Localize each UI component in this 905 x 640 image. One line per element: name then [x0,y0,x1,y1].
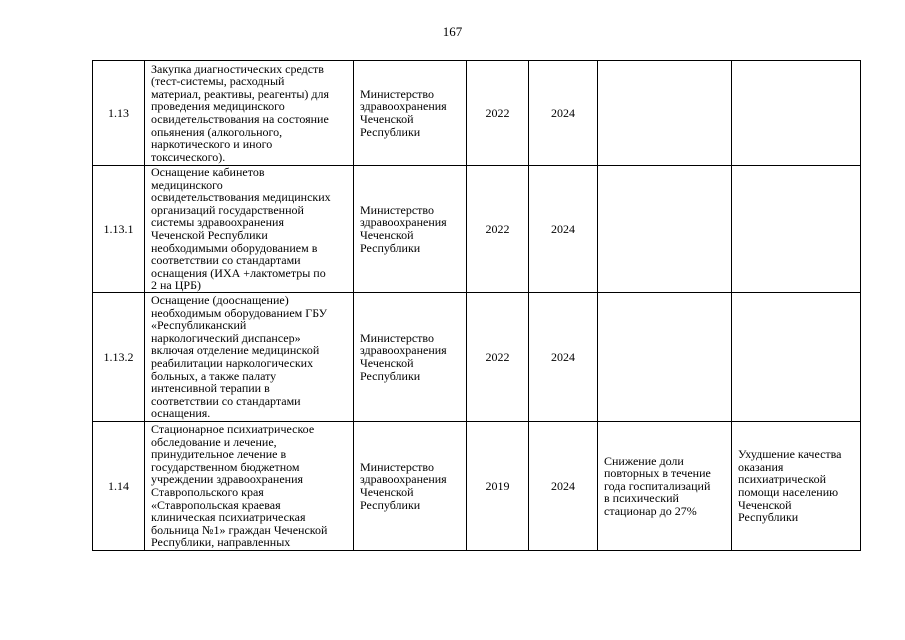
measure-name-cell [145,166,354,293]
text-line: Чеченской [738,497,792,512]
text-line: здравоохранения [360,215,447,230]
expected-result-cell [598,422,732,551]
end-year-cell: 2024 [529,293,598,422]
text-line: Министерство [360,202,434,217]
text-line: стационар до 27% [604,503,697,518]
text-line: Республики [360,240,421,255]
text-line: Республики [360,497,421,512]
text-line: учреждении здравоохранения [151,472,304,487]
text-line: токсического). [151,149,226,164]
text-line: (тест-системы, расходный [151,74,285,89]
text-line: оснащения (ИХА +лактометры по [151,265,326,280]
item-number-cell: 1.14 [93,422,145,551]
text-line: года госпитализаций [604,478,711,493]
text-line: соответствии со стандартами [151,253,301,268]
text-line: Республики [360,368,421,383]
text-line: Министерство [360,86,434,101]
text-line: Снижение доли [604,453,684,468]
text-line: принудительное лечение в [151,447,287,462]
text-line: в психический [604,491,679,506]
start-year-cell: 2022 [467,293,529,422]
text-line: необходимым оборудованием ГБУ [151,305,328,320]
text-line: повторных в течение [604,466,711,481]
text-line: Чеченской Республики [151,228,268,242]
text-line: опьянения (алкогольного, [151,124,283,139]
text-line: соответствии со стандартами [151,393,301,408]
text-line: клиническая психиатрическая [151,510,306,525]
end-year-cell: 2024 [529,422,598,551]
text-line: организаций государственной [151,202,304,217]
text-line: 2 на ЦРБ) [151,278,201,293]
text-line: наркотического и иного [151,137,273,152]
text-line: «Ставропольская краевая [151,497,281,512]
text-line: государственном бюджетном [151,459,300,474]
text-line: Оснащение (дооснащение) [151,293,289,308]
consequence-cell [732,61,861,166]
text-line: материал, реактивы, реагенты) для [151,86,330,101]
start-year-cell: 2022 [467,61,529,166]
text-line: Чеченской [360,485,414,499]
table-row [93,422,861,551]
text-line: здравоохранения [360,472,447,487]
expected-result-cell [598,293,732,422]
end-year-cell: 2024 [529,166,598,293]
text-line: здравоохранения [360,343,447,358]
text-line: Республики [738,510,799,525]
text-line: Ставропольского края [151,485,264,499]
text-line: интенсивной терапии в [151,381,270,396]
text-line: здравоохранения [360,99,447,114]
measures-table [92,60,861,551]
item-number-cell: 1.13 [93,61,145,166]
start-year-cell: 2022 [467,166,529,293]
table-row [93,293,861,422]
item-number-cell: 1.13.2 [93,293,145,422]
text-line: обследование и лечение, [151,434,277,449]
text-line: системы здравоохранения [151,215,284,230]
executor-cell [354,166,467,293]
start-year-cell: 2019 [467,422,529,551]
measure-name-cell [145,293,354,422]
text-line: медицинского [151,177,223,192]
text-line: больных, а также палату [151,368,277,383]
text-line: Министерство [360,459,434,474]
executor-cell [354,422,467,551]
text-line: Республики [360,124,421,139]
text-line: реабилитации наркологических [151,356,314,370]
text-line: психиатрической [738,472,827,487]
text-line: Республики, направленных [151,535,291,550]
text-line: Оснащение кабинетов [151,165,265,180]
text-line: Закупка диагностических средств [151,61,324,76]
measure-name-cell [145,61,354,166]
text-line: необходимыми оборудованием в [151,240,318,255]
text-line: помощи населению [738,485,839,499]
end-year-cell: 2024 [529,61,598,166]
text-line: Чеченской [360,356,414,370]
consequence-cell [732,293,861,422]
text-line: Чеченской [360,228,414,242]
table-row [93,61,861,166]
text-line: включая отделение медицинской [151,343,320,358]
text-line: Чеченской [360,112,414,126]
text-line: оснащения. [151,406,211,421]
consequence-cell [732,166,861,293]
text-line: наркологический диспансер» [151,330,301,345]
page-number: 167 [442,24,463,39]
text-line: Министерство [360,330,434,345]
measure-name-cell [145,422,354,551]
executor-cell [354,61,467,166]
text-line: освидетельствования медицинских [151,190,331,205]
executor-cell [354,293,467,422]
text-line: больница №1» граждан Чеченской [151,522,328,537]
consequence-cell [732,422,861,551]
expected-result-cell [598,61,732,166]
text-line: проведения медицинского [151,99,285,114]
text-line: оказания [738,459,784,474]
item-number-cell: 1.13.1 [93,166,145,293]
text-line: Ухудшение качества [738,447,842,462]
text-line: «Республиканский [151,318,247,333]
text-line: Стационарное психиатрическое [151,422,315,437]
text-line: освидетельствования на состояние [151,112,329,126]
table-row [93,166,861,293]
expected-result-cell [598,166,732,293]
